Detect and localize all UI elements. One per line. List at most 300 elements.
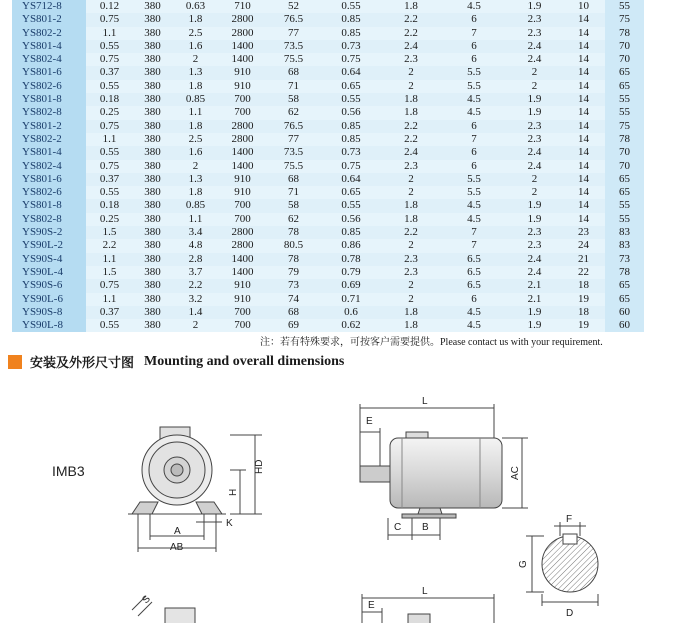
value-cell: 68 (266, 306, 321, 319)
value-cell: 58 (266, 93, 321, 106)
value-cell: 0.69 (321, 279, 381, 292)
value-cell: 0.25 (86, 213, 133, 226)
value-cell: 1.8 (381, 199, 441, 212)
value-cell: 0.56 (321, 213, 381, 226)
value-cell: 1.5 (86, 266, 133, 279)
value-cell: 2 (381, 293, 441, 306)
model-cell: YS802-2 (12, 133, 86, 146)
value-cell: 77 (266, 133, 321, 146)
table-row (12, 306, 644, 319)
value-cell: 5.5 (441, 66, 507, 79)
value-cell: 2 (381, 279, 441, 292)
table-row (12, 226, 644, 239)
h-label: H (228, 488, 239, 496)
value-cell: 7 (441, 226, 507, 239)
value-cell: 22 (562, 266, 605, 279)
table-row (12, 266, 644, 279)
table-row (12, 213, 644, 226)
value-cell: 1.1 (172, 213, 219, 226)
value-cell: 65 (605, 186, 644, 199)
value-cell: 14 (562, 213, 605, 226)
value-cell: 2.4 (381, 40, 441, 53)
value-cell: 18 (562, 279, 605, 292)
value-cell: 1.9 (507, 306, 562, 319)
value-cell: 0.12 (86, 0, 133, 13)
value-cell: 3.2 (172, 293, 219, 306)
value-cell: 6 (441, 53, 507, 66)
ab-label: AB (170, 542, 184, 553)
value-cell: 910 (219, 293, 266, 306)
value-cell: 65 (605, 66, 644, 79)
model-cell: YS90L-8 (12, 319, 86, 332)
value-cell: 380 (133, 293, 172, 306)
value-cell: 83 (605, 226, 644, 239)
table-row (12, 40, 644, 53)
value-cell: 6.5 (441, 279, 507, 292)
value-cell: 65 (605, 80, 644, 93)
value-cell: 19 (562, 319, 605, 332)
value-cell: 2.3 (381, 53, 441, 66)
value-cell: 76.5 (266, 120, 321, 133)
value-cell: 70 (605, 146, 644, 159)
value-cell: 0.85 (172, 199, 219, 212)
table-row (12, 80, 644, 93)
value-cell: 14 (562, 13, 605, 26)
d-label: D (566, 608, 574, 619)
model-cell: YS802-2 (12, 27, 86, 40)
value-cell: 0.75 (321, 160, 381, 173)
value-cell: 380 (133, 199, 172, 212)
value-cell: 75.5 (266, 160, 321, 173)
value-cell: 0.85 (321, 120, 381, 133)
model-cell: YS801-2 (12, 13, 86, 26)
l-label-2: L (422, 586, 428, 597)
table-row (12, 53, 644, 66)
value-cell: 380 (133, 80, 172, 93)
table-row (12, 239, 644, 252)
value-cell: 83 (605, 239, 644, 252)
model-cell: YS802-8 (12, 213, 86, 226)
value-cell: 2.3 (507, 27, 562, 40)
value-cell: 5.5 (441, 186, 507, 199)
value-cell: 1.9 (507, 93, 562, 106)
value-cell: 2.3 (507, 120, 562, 133)
value-cell: 0.75 (86, 120, 133, 133)
value-cell: 700 (219, 213, 266, 226)
value-cell: 70 (605, 160, 644, 173)
value-cell: 73 (266, 279, 321, 292)
value-cell: 380 (133, 27, 172, 40)
value-cell: 700 (219, 319, 266, 332)
value-cell: 2.2 (86, 239, 133, 252)
value-cell: 0.55 (86, 40, 133, 53)
value-cell: 0.85 (321, 226, 381, 239)
g-label: G (518, 560, 529, 568)
value-cell: 2.2 (172, 279, 219, 292)
value-cell: 60 (605, 319, 644, 332)
value-cell: 380 (133, 173, 172, 186)
value-cell: 7 (441, 239, 507, 252)
value-cell: 1.8 (381, 0, 441, 13)
value-cell: 2.3 (381, 160, 441, 173)
e-label-2: E (368, 600, 375, 611)
value-cell: 2800 (219, 133, 266, 146)
value-cell: 4.5 (441, 306, 507, 319)
value-cell: 5.5 (441, 80, 507, 93)
value-cell: 0.64 (321, 173, 381, 186)
value-cell: 14 (562, 146, 605, 159)
value-cell: 2.5 (172, 133, 219, 146)
value-cell: 1.9 (507, 106, 562, 119)
value-cell: 3.7 (172, 266, 219, 279)
value-cell: 1.6 (172, 40, 219, 53)
value-cell: 1.8 (381, 213, 441, 226)
value-cell: 14 (562, 133, 605, 146)
value-cell: 380 (133, 66, 172, 79)
value-cell: 2 (381, 173, 441, 186)
value-cell: 0.18 (86, 93, 133, 106)
model-cell: YS90L-6 (12, 293, 86, 306)
value-cell: 1.1 (86, 27, 133, 40)
value-cell: 75 (605, 13, 644, 26)
value-cell: 380 (133, 319, 172, 332)
model-cell: YS90S-8 (12, 306, 86, 319)
value-cell: 910 (219, 80, 266, 93)
table-row (12, 66, 644, 79)
model-cell: YS801-4 (12, 40, 86, 53)
value-cell: 2.2 (381, 13, 441, 26)
value-cell: 710 (219, 0, 266, 13)
value-cell: 55 (605, 199, 644, 212)
s-label: S (140, 593, 153, 607)
value-cell: 380 (133, 253, 172, 266)
value-cell: 6.5 (441, 253, 507, 266)
value-cell: 2 (381, 80, 441, 93)
section-title-en: Mounting and overall dimensions (144, 353, 345, 369)
value-cell: 1.1 (86, 253, 133, 266)
value-cell: 0.75 (86, 279, 133, 292)
value-cell: 70 (605, 53, 644, 66)
value-cell: 700 (219, 306, 266, 319)
model-cell: YS802-4 (12, 53, 86, 66)
value-cell: 14 (562, 40, 605, 53)
value-cell: 0.79 (321, 266, 381, 279)
l-label: L (422, 396, 428, 407)
value-cell: 60 (605, 306, 644, 319)
value-cell: 2 (381, 239, 441, 252)
model-cell: YS802-6 (12, 186, 86, 199)
spec-table-body (12, 0, 644, 332)
table-row (12, 186, 644, 199)
value-cell: 910 (219, 173, 266, 186)
table-row (12, 199, 644, 212)
second-view-partial (132, 594, 494, 623)
value-cell: 380 (133, 160, 172, 173)
table-row (12, 279, 644, 292)
value-cell: 5.5 (441, 173, 507, 186)
value-cell: 52 (266, 0, 321, 13)
value-cell: 80.5 (266, 239, 321, 252)
value-cell: 1.4 (172, 306, 219, 319)
value-cell: 2.5 (172, 27, 219, 40)
model-cell: YS802-4 (12, 160, 86, 173)
value-cell: 2.2 (381, 133, 441, 146)
model-cell: YS90L-2 (12, 239, 86, 252)
section-header (8, 352, 344, 371)
value-cell: 0.55 (86, 186, 133, 199)
value-cell: 2.2 (381, 120, 441, 133)
value-cell: 1.9 (507, 213, 562, 226)
value-cell: 75.5 (266, 53, 321, 66)
value-cell: 2.4 (381, 146, 441, 159)
value-cell: 380 (133, 133, 172, 146)
value-cell: 380 (133, 120, 172, 133)
value-cell: 0.55 (321, 0, 381, 13)
model-cell: YS90S-6 (12, 279, 86, 292)
value-cell: 2.3 (381, 266, 441, 279)
value-cell: 2.4 (507, 146, 562, 159)
value-cell: 0.6 (321, 306, 381, 319)
hd-label: HD (254, 459, 265, 474)
model-cell: YS801-6 (12, 173, 86, 186)
value-cell: 1400 (219, 53, 266, 66)
value-cell: 2 (507, 66, 562, 79)
b-label: B (422, 522, 429, 533)
value-cell: 2.4 (507, 53, 562, 66)
value-cell: 1.1 (86, 293, 133, 306)
model-cell: YS90S-2 (12, 226, 86, 239)
value-cell: 2.3 (507, 226, 562, 239)
model-cell: YS801-4 (12, 146, 86, 159)
value-cell: 1.8 (172, 13, 219, 26)
value-cell: 14 (562, 53, 605, 66)
model-cell: YS712-8 (12, 0, 86, 13)
k-label: K (226, 518, 233, 529)
table-row (12, 253, 644, 266)
value-cell: 65 (605, 293, 644, 306)
value-cell: 910 (219, 66, 266, 79)
table-row (12, 0, 644, 13)
value-cell: 0.55 (86, 80, 133, 93)
value-cell: 71 (266, 80, 321, 93)
table-row (12, 13, 644, 26)
value-cell: 2 (381, 186, 441, 199)
value-cell: 79 (266, 266, 321, 279)
value-cell: 1.8 (381, 306, 441, 319)
value-cell: 2 (381, 66, 441, 79)
value-cell: 6 (441, 293, 507, 306)
value-cell: 0.75 (86, 13, 133, 26)
value-cell: 7 (441, 27, 507, 40)
value-cell: 2.3 (507, 133, 562, 146)
value-cell: 24 (562, 239, 605, 252)
value-cell: 1400 (219, 160, 266, 173)
value-cell: 1.3 (172, 66, 219, 79)
a-label: A (174, 526, 181, 537)
value-cell: 2.4 (507, 160, 562, 173)
value-cell: 0.85 (172, 93, 219, 106)
dimension-drawing (0, 372, 692, 623)
value-cell: 4.5 (441, 0, 507, 13)
value-cell: 78 (605, 133, 644, 146)
value-cell: 1.9 (507, 319, 562, 332)
value-cell: 380 (133, 0, 172, 13)
value-cell: 2.3 (507, 13, 562, 26)
value-cell: 380 (133, 186, 172, 199)
value-cell: 1.8 (381, 106, 441, 119)
value-cell: 0.71 (321, 293, 381, 306)
value-cell: 58 (266, 199, 321, 212)
value-cell: 75 (605, 120, 644, 133)
value-cell: 10 (562, 0, 605, 13)
value-cell: 1.5 (86, 226, 133, 239)
value-cell: 69 (266, 319, 321, 332)
value-cell: 77 (266, 27, 321, 40)
value-cell: 2.4 (507, 40, 562, 53)
value-cell: 2.3 (381, 253, 441, 266)
value-cell: 1.1 (86, 133, 133, 146)
value-cell: 380 (133, 239, 172, 252)
value-cell: 0.18 (86, 199, 133, 212)
value-cell: 2.4 (507, 266, 562, 279)
value-cell: 380 (133, 213, 172, 226)
value-cell: 73 (605, 253, 644, 266)
value-cell: 4.5 (441, 213, 507, 226)
orange-square-icon (8, 355, 22, 369)
value-cell: 0.37 (86, 306, 133, 319)
value-cell: 910 (219, 279, 266, 292)
value-cell: 0.55 (321, 93, 381, 106)
value-cell: 6 (441, 160, 507, 173)
value-cell: 3.4 (172, 226, 219, 239)
value-cell: 700 (219, 106, 266, 119)
value-cell: 14 (562, 66, 605, 79)
value-cell: 1.8 (172, 186, 219, 199)
value-cell: 62 (266, 106, 321, 119)
value-cell: 2.4 (507, 253, 562, 266)
value-cell: 6 (441, 13, 507, 26)
value-cell: 0.64 (321, 66, 381, 79)
value-cell: 2 (507, 173, 562, 186)
value-cell: 0.55 (86, 146, 133, 159)
value-cell: 1400 (219, 40, 266, 53)
value-cell: 0.75 (86, 160, 133, 173)
value-cell: 700 (219, 93, 266, 106)
value-cell: 0.37 (86, 66, 133, 79)
value-cell: 14 (562, 27, 605, 40)
value-cell: 0.37 (86, 173, 133, 186)
value-cell: 2.2 (381, 226, 441, 239)
value-cell: 0.73 (321, 146, 381, 159)
value-cell: 0.75 (321, 53, 381, 66)
value-cell: 0.85 (321, 13, 381, 26)
table-row (12, 133, 644, 146)
value-cell: 0.55 (321, 199, 381, 212)
value-cell: 0.75 (86, 53, 133, 66)
value-cell: 2 (172, 53, 219, 66)
value-cell: 0.62 (321, 319, 381, 332)
c-label: C (394, 522, 402, 533)
value-cell: 1.8 (381, 319, 441, 332)
table-row (12, 160, 644, 173)
value-cell: 380 (133, 93, 172, 106)
value-cell: 78 (605, 266, 644, 279)
value-cell: 2800 (219, 13, 266, 26)
value-cell: 23 (562, 226, 605, 239)
model-cell: YS802-8 (12, 106, 86, 119)
value-cell: 1400 (219, 266, 266, 279)
value-cell: 1.8 (172, 120, 219, 133)
value-cell: 6 (441, 40, 507, 53)
value-cell: 2 (172, 319, 219, 332)
value-cell: 2.3 (507, 239, 562, 252)
value-cell: 0.25 (86, 106, 133, 119)
value-cell: 55 (605, 0, 644, 13)
ac-label: AC (510, 466, 521, 480)
value-cell: 78 (266, 253, 321, 266)
value-cell: 380 (133, 146, 172, 159)
value-cell: 700 (219, 199, 266, 212)
model-cell: YS802-6 (12, 80, 86, 93)
value-cell: 18 (562, 306, 605, 319)
value-cell: 2 (507, 80, 562, 93)
model-cell: YS801-8 (12, 93, 86, 106)
value-cell: 0.65 (321, 186, 381, 199)
section-title-cn: 安装及外形尺寸图 (30, 356, 135, 371)
value-cell: 0.85 (321, 27, 381, 40)
value-cell: 68 (266, 173, 321, 186)
model-cell: YS90L-4 (12, 266, 86, 279)
table-note: 注：若有特殊要求，可按客户需要提供。Please contact us with your requirement. (260, 337, 603, 348)
value-cell: 1400 (219, 146, 266, 159)
value-cell: 0.86 (321, 239, 381, 252)
value-cell: 14 (562, 199, 605, 212)
f-label: F (566, 514, 573, 525)
value-cell: 6 (441, 120, 507, 133)
model-cell: YS801-6 (12, 66, 86, 79)
table-row (12, 106, 644, 119)
side-view (360, 404, 528, 540)
value-cell: 68 (266, 66, 321, 79)
table-row (12, 293, 644, 306)
value-cell: 62 (266, 213, 321, 226)
value-cell: 65 (605, 279, 644, 292)
value-cell: 4.8 (172, 239, 219, 252)
value-cell: 380 (133, 40, 172, 53)
value-cell: 78 (266, 226, 321, 239)
value-cell: 71 (266, 186, 321, 199)
value-cell: 1.8 (381, 93, 441, 106)
value-cell: 380 (133, 279, 172, 292)
value-cell: 14 (562, 93, 605, 106)
value-cell: 380 (133, 13, 172, 26)
value-cell: 4.5 (441, 106, 507, 119)
value-cell: 0.73 (321, 40, 381, 53)
value-cell: 1400 (219, 253, 266, 266)
table-row (12, 146, 644, 159)
model-cell: YS90S-4 (12, 253, 86, 266)
value-cell: 380 (133, 106, 172, 119)
value-cell: 1.1 (172, 106, 219, 119)
value-cell: 14 (562, 120, 605, 133)
value-cell: 55 (605, 213, 644, 226)
value-cell: 65 (605, 173, 644, 186)
value-cell: 7 (441, 133, 507, 146)
spec-table (12, 0, 644, 332)
value-cell: 1.9 (507, 0, 562, 13)
value-cell: 380 (133, 306, 172, 319)
value-cell: 14 (562, 106, 605, 119)
